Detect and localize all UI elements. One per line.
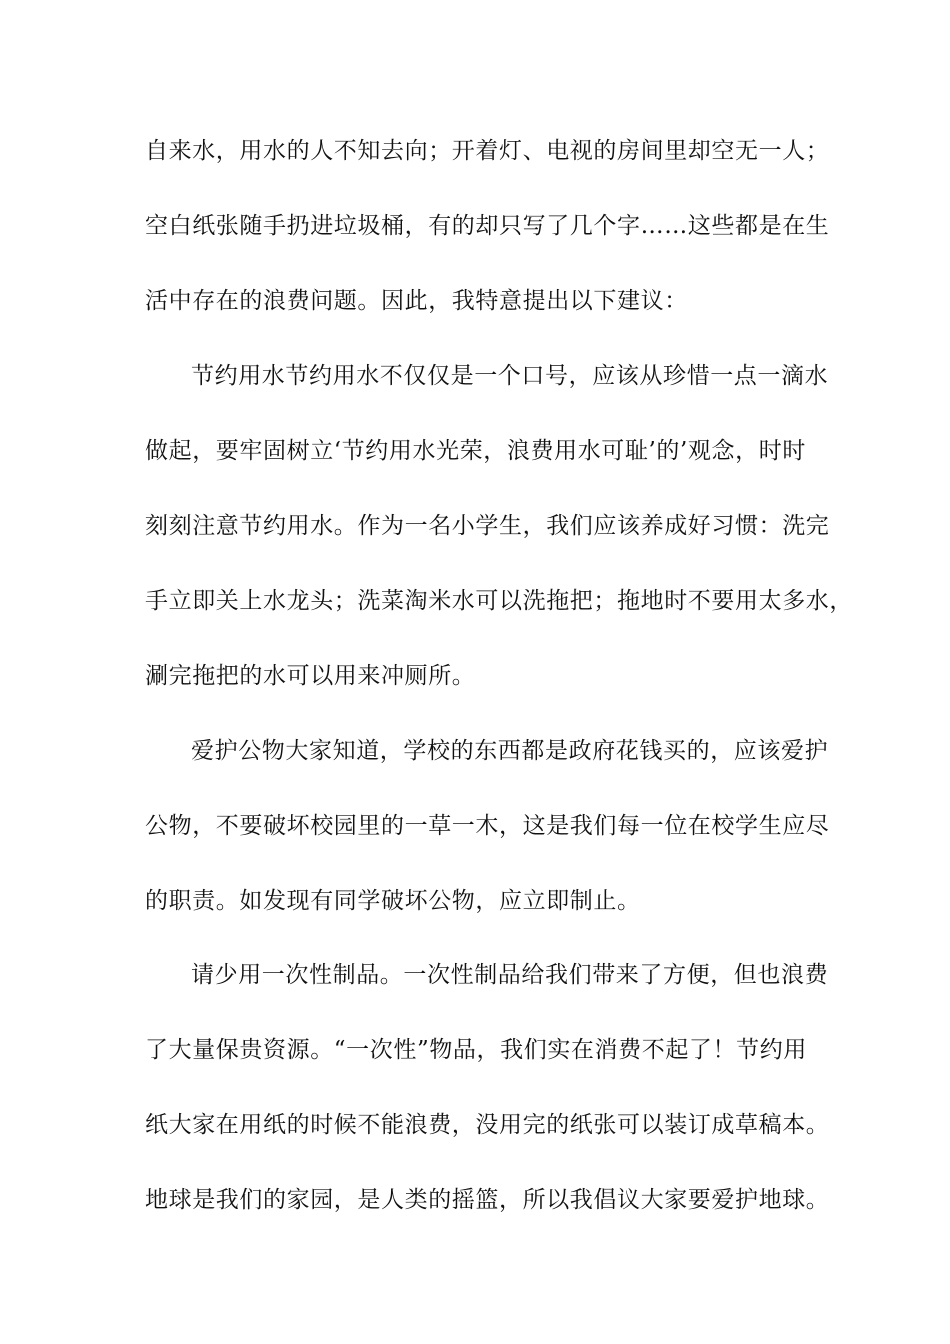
paragraph-first-line: 爱护公物大家知道，学校的东西都是政府花钱买的，应该爱护 (191, 738, 829, 764)
paragraph-first-line: 请少用一次性制品。一次性制品给我们带来了方便，但也浪费 (191, 962, 829, 988)
text-line: 做起，要牢固树立‘节约用水光荣，浪费用水可耻’的’观念，时时 (145, 438, 806, 464)
text-line: 了大量保贵资源。“一次性”物品，我们实在消费不起了！节约用 (145, 1037, 807, 1063)
text-line: 涮完拖把的水可以用来冲厕所。 (145, 663, 476, 689)
text-line: 活中存在的浪费问题。因此，我特意提出以下建议： (145, 288, 688, 314)
text-line: 手立即关上水龙头；洗菜淘米水可以洗拖把；拖地时不要用太多水， (145, 588, 853, 614)
paragraph-first-line: 节约用水节约用水不仅仅是一个口号，应该从珍惜一点一滴水 (191, 363, 829, 389)
text-line: 空白纸张随手扔进垃圾桶，有的却只写了几个字……这些都是在生 (145, 213, 830, 239)
text-line: 地球是我们的家园，是人类的摇篮，所以我倡议大家要爱护地球。 (145, 1187, 830, 1213)
text-line: 的职责。如发现有同学破坏公物，应立即制止。 (145, 888, 641, 914)
text-line: 公物，不要破坏校园里的一草一木，这是我们每一位在校学生应尽 (145, 813, 830, 839)
text-line: 刻刻注意节约用水。作为一名小学生，我们应该养成好习惯：洗完 (145, 513, 830, 539)
text-line: 自来水，用水的人不知去向；开着灯、电视的房间里却空无一人； (145, 138, 830, 164)
text-line: 纸大家在用纸的时候不能浪费，没用完的纸张可以装订成草稿本。 (145, 1112, 830, 1138)
